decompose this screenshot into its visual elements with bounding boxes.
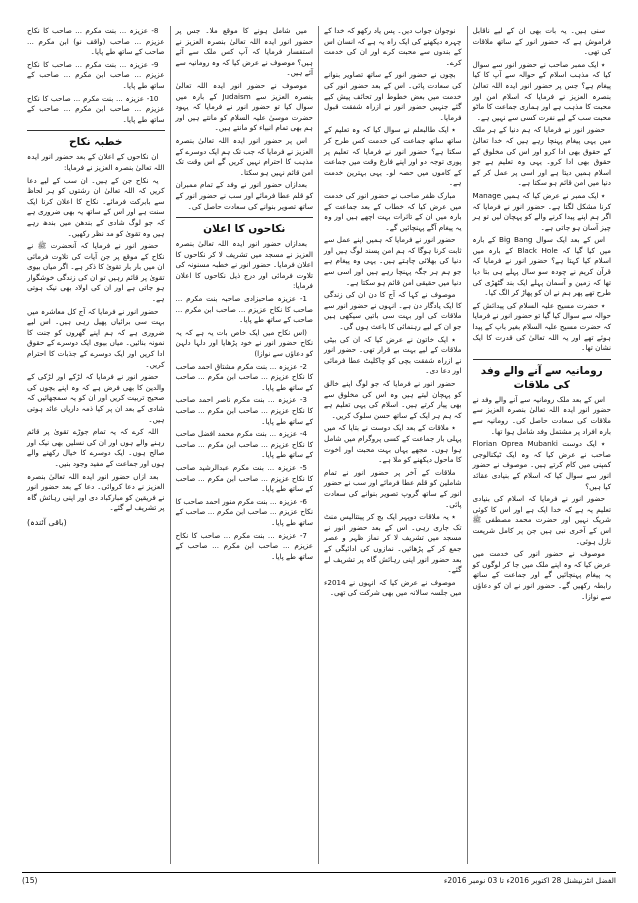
paragraph: موصوف نے کہا کہ آج کا دن ان کی زندگی کا ایک یادگار دن ہے۔ انہوں نے حضور انور سے ملاقات کی اور بہت سی باتیں سیکھی ہیں جو ان کے لیے رہنمائی کا باعث ہوں گی۔ [324,290,462,332]
paragraph: ٭ حضرت مسیح علیہ السلام کی پیدائش کے حوالہ سے سوال کیا گیا تو حضور انور نے فرمایا کہ حضرت مسیح علیہ السلام بغیر باپ کے پیدا ہوئے تھے اور یہ اللہ تعالیٰ کی قدرت کا ایک نشان تھا۔ [472,300,611,353]
paragraph: موصوف نے عرض کیا کہ انہوں نے 2014ء میں جلسہ سالانہ میں بھی شرکت کی تھی۔ [324,577,462,598]
paragraph: 4- عزیزہ ... بنت مکرم محمد افضل صاحب کا نکاح عزیزم ... صاحب ابن مکرم ... صاحب کے ساتھ طے پایا۔ [175,429,313,460]
article-column [171,26,320,864]
paragraph: ٭ ایک خاتون نے عرض کیا کہ ان کی بیٹی ملاقات کے لیے بہت بے قرار تھی۔ حضور انور نے ازراہ شفقت بچی کو چاکلیٹ عطا فرمائی اور دعا دی۔ [324,334,462,376]
paragraph: موصوف نے حضور انور ایدہ اللہ تعالیٰ بنصرہ العزیز سے Judaism کے بارہ میں سوال کیا تو حضور انور نے فرمایا کہ یہود حضرت موسیٰ علیہ السلام کو مانتے ہیں اور ہم بھی تمام انبیاء کو مانتے ہیں۔ [175,80,313,133]
section-heading: رومانیہ سے آنے والے وفد کی ملاقات [480,364,603,391]
section-divider [473,359,612,360]
paragraph: حضور انور نے فرمایا کہ آنحضرت ﷺ نے نکاح کے موقع پر جن آیات کی تلاوت فرمائی ان میں بار بار تقویٰ کا ذکر ہے۔ اگر میاں بیوی تقویٰ پر قائم رہیں تو ان کی زندگی خوشگوار ہو جاتی ہے اور ان کی اولاد بھی نیک ہوتی ہے۔ [27,241,165,304]
paragraph: 1- عزیزہ صاحبزادی صاحبہ بنت مکرم ... صاحب کا نکاح عزیزم ... صاحب ابن مکرم ... صاحب کے ساتھ طے پایا۔ [175,294,313,325]
paragraph: نوجوان جواب دیں۔ پس یاد رکھو کہ خدا کے چہرہ دیکھنے کی ایک راہ یہ ہے کہ انسان اس کے بندوں سے محبت کرے اور ان کی خدمت کرے۔ [324,26,462,67]
paragraph: ٭ ایک ممبر صاحب نے حضور انور سے سوال کیا کہ مذہب اسلام کے حوالہ سے آپ کا کیا پیغام ہے؟ جس پر حضور انور ایدہ اللہ تعالیٰ بنصرہ العزیز نے فرمایا کہ اسلام امن اور محبت کا مذہب ہے اور ہماری جماعت کا ماٹو محبت سب کے لیے نفرت کسی سے نہیں ہے۔ [472,59,611,122]
paragraph: بعدازاں حضور انور ایدہ اللہ تعالیٰ بنصرہ العزیز نے مسجد میں تشریف لا کر نکاحوں کا اعلان فرمایا۔ حضور انور نے خطبہ مسنونہ کی تلاوت فرمائی اور درج ذیل نکاحوں کا اعلان فرمایا: [175,239,313,291]
paragraph: بعدازاں حضور انور نے وفد کے تمام ممبران کو قلم عطا فرمائے اور سب نے حضور انور کے ساتھ تصویر بنوانے کی سعادت حاصل کی۔ [175,180,313,211]
paragraph: 8- عزیزہ ... بنت مکرم ... صاحب کا نکاح عزیزم ... صاحب (واقف نو) ابن مکرم ... صاحب کے ساتھ طے پایا۔ [27,26,165,57]
paragraph: حضور انور نے فرمایا کہ ہم دنیا کے ہر ملک میں یہی پیغام پہنچا رہے ہیں کہ خدا تعالیٰ کے حقوق بھی ادا کرو اور اس کی مخلوق کے حقوق بھی ادا کرو۔ یہی وہ تعلیم ہے جو اسلام ہمیں دیتا ہے اور اسی پر عمل کر کے دنیا میں امن قائم ہو سکتا ہے۔ [472,125,611,188]
paragraph: 3- عزیزہ ... بنت مکرم ناصر احمد صاحب کا نکاح عزیزم ... صاحب ابن مکرم ... صاحب کے ساتھ طے پایا۔ [175,395,313,426]
paragraph: ملاقات کے آخر پر حضور انور نے تمام شاملین کو قلم عطا فرمائے اور سب نے حضور انور کے ساتھ گروپ تصویر بنوانے کی سعادت پائی۔ [324,467,462,509]
paragraph: اس پر حضور انور ایدہ اللہ تعالیٰ بنصرہ العزیز نے فرمایا کہ جب تک ہم ایک دوسرے کے مذہب کا احترام نہیں کریں گے اس وقت تک امن قائم نہیں ہو سکتا۔ [175,135,313,177]
continued-note: (باقی آئندہ) [27,517,67,527]
paragraph: موصوف نے حضور انور کی خدمت میں عرض کیا کہ وہ اپنے ملک میں جا کر لوگوں کو یہ پیغام پہنچائیں گے اور جماعت کے ساتھ رابطہ رکھیں گے۔ حضور انور نے ان کو دعاؤں سے نوازا۔ [472,549,611,601]
paragraph: سنی ہیں۔ یہ بات بھی ان کے لیے ناقابل فراموش ہے کہ حضور انور کے ساتھ ملاقات کی تھی۔ [472,26,611,57]
paragraph: 2- عزیزہ ... بنت مکرم مشتاق احمد صاحب کا نکاح عزیزم ... صاحب ابن مکرم ... صاحب کے ساتھ طے پایا۔ [175,361,313,392]
paragraph: حضور انور نے فرمایا کہ اسلام کی بنیادی تعلیم یہ ہے کہ خدا ایک ہے اور اس کا کوئی شریک نہیں اور حضرت محمد مصطفی ﷺ اس کے آخری نبی ہیں جن پر کامل شریعت نازل ہوئی۔ [472,494,611,546]
section-divider [27,130,165,131]
section-heading: خطبہ نکاح [69,136,123,149]
article-column [319,26,468,864]
paragraph: حضور انور نے فرمایا کہ جو لوگ اپنے خالق کو پہچان لیتے ہیں وہ اس کی مخلوق سے بھی پیار کرتے ہیں۔ اسلام کی یہی تعلیم ہے کہ ہم ہر ایک کے ساتھ حسن سلوک کریں۔ [324,379,462,420]
paragraph: میں شامل ہونے کا موقع ملا۔ جس پر حضور انور ایدہ اللہ تعالیٰ بنصرہ العزیز نے استفسار فرمایا کہ آپ کس ملک سے آئے ہیں؟ موصوف نے عرض کیا کہ وہ رومانیہ سے آئے ہیں۔ [175,26,313,78]
section-divider [176,217,314,218]
paragraph: 10- عزیزہ ... بنت مکرم ... صاحب کا نکاح عزیزم ... صاحب ابن مکرم ... صاحب کے ساتھ طے پایا۔ [27,93,165,124]
paragraph: ٭ ملاقات کے بعد ایک دوست نے بتایا کہ میں پہلی بار جماعت کے کسی پروگرام میں شامل ہوا ہوں۔ مجھے یہاں بہت محبت اور اخوت کا ماحول دیکھنے کو ملا ہے۔ [324,423,462,465]
newspaper-page [22,26,616,864]
article-columns [22,26,616,864]
paragraph: ٭ ایک دوست Florian Oprea Mubanki صاحب نے عرض کیا کہ وہ ایک ٹیکنالوجی کمپنی میں کام کرتے ہیں۔ موصوف نے حضور انور سے سوال کیا کہ اسلام کے بنیادی عقائد کیا ہیں؟ [472,439,611,491]
page-number: (15) [22,876,38,885]
paragraph: حضور انور نے فرمایا کہ لڑکے اور لڑکی کے والدین کا بھی فرض ہے کہ وہ اپنے بچوں کی صحیح تربیت کریں اور ان کو یہ سمجھائیں کہ شادی کے بعد ان پر کیا ذمہ داریاں عائد ہوتی ہیں۔ [27,372,165,424]
paragraph: یہ نکاح جن کے ہیں۔ ان سب کے لیے دعا کریں کہ اللہ تعالیٰ ان رشتوں کو ہر لحاظ سے بابرکت فرمائے۔ نکاح کا اعلان کرنا ایک سنت ہے اور اس کے ساتھ یہ بھی ضروری ہے کہ جو لوگ شادی کے بندھن میں بندھ رہے ہیں وہ تقویٰ کو مد نظر رکھیں۔ [27,175,165,238]
publication-line: الفضل انٹرنیشنل 28 اکتوبر 2016ء تا 03 نومبر 2016ء [443,876,616,885]
article-column [468,26,617,864]
paragraph: 7- عزیزہ ... بنت مکرم ... صاحب کا نکاح عزیزم ... صاحب ابن مکرم ... صاحب کے ساتھ طے پایا۔ [175,530,313,561]
paragraph: اس کے بعد ملک رومانیہ سے آنے والے وفد نے حضور انور ایدہ اللہ تعالیٰ بنصرہ العزیز سے ملاقات کی سعادت حاصل کی۔ رومانیہ سے بارہ افراد پر مشتمل وفد شامل ہوا تھا۔ [472,394,611,436]
paragraph: 5- عزیزہ ... بنت مکرم عبدالرشید صاحب کا نکاح عزیزم ... صاحب ابن مکرم ... صاحب کے ساتھ طے پایا۔ [175,462,313,494]
paragraph: حضور انور نے فرمایا کہ ہمیں اپنے عمل سے ثابت کرنا ہوگا کہ ہم امن پسند لوگ ہیں اور دنیا کی بھلائی چاہتے ہیں۔ یہی وہ پیغام ہے جو ہم ہر جگہ پہنچا رہے ہیں اور اسی سے دنیا میں حقیقی امن قائم ہو سکتا ہے۔ [324,235,462,287]
paragraph: حضور انور نے فرمایا کہ آج کل معاشرہ میں بہت سی برائیاں پھیل رہی ہیں۔ اس لیے ضروری ہے کہ ہم اپنے گھروں کو جنت کا نمونہ بنائیں۔ میاں بیوی ایک دوسرے کے حقوق ادا کریں اور ایک دوسرے کے جذبات کا احترام کریں۔ [27,306,165,369]
paragraph: اس کے بعد ایک سوال Big Bang کے بارہ میں کیا گیا کہ Black Hole کے بارہ میں اسلام کیا کہتا ہے؟ حضور انور نے فرمایا کہ قرآن کریم نے چودہ سو سال پہلے ہی بتا دیا تھا کہ زمین و آسمان پہلے ایک بند گٹھڑی کی طرح تھے پھر ہم نے ان کو پھاڑ کر الگ کیا۔ [472,235,612,298]
paragraph: مبارک ظفر صاحب نے حضور انور کی خدمت میں عرض کیا کہ خطاب کے بعد جماعت کے بارہ میں ان کے تاثرات بہت اچھے ہیں اور وہ یہ پیغام آگے پہنچائیں گے۔ [324,190,462,232]
paragraph: ان نکاحوں کے اعلان کے بعد حضور انور ایدہ اللہ تعالیٰ بنصرہ العزیز نے فرمایا: [27,152,165,172]
paragraph: 9- عزیزہ ... بنت مکرم ... صاحب کا نکاح عزیزم ... صاحب ابن مکرم ... صاحب کے ساتھ طے پایا۔ [27,59,165,90]
paragraph: بعد ازاں حضور انور ایدہ اللہ تعالیٰ بنصرہ العزیز نے دعا کروائی۔ دعا کے بعد حضور انور نے فریقین کو مبارکباد دی اور اپنی رہائش گاہ پر تشریف لے گئے۔ [27,471,165,513]
section-heading: نکاحوں کا اعلان [203,223,286,236]
paragraph: ٭ ایک طالبعلم نے سوال کیا کہ وہ تعلیم کے ساتھ ساتھ جماعت کی خدمت کس طرح کر سکتا ہے؟ حضور انور نے فرمایا کہ تعلیم پر پوری توجہ دو اور اپنے فارغ وقت میں جماعت کے کاموں میں حصہ لو۔ یہی بہترین خدمت ہے۔ [324,125,462,188]
paragraph: بچوں نے حضور انور کے ساتھ تصاویر بنوانے کی سعادت پائی۔ اس کے بعد حضور انور کی خدمت میں بعض خطوط اور تحائف پیش کیے گئے جنہیں حضور انور نے ازراہ شفقت قبول فرمایا۔ [324,70,462,122]
article-column [22,26,171,864]
paragraph: ٭ ایک ممبر نے عرض کیا کہ ہمیں Manage کرنا مشکل لگتا ہے۔ حضور انور نے فرمایا کہ اگر ہم اپنے پیدا کرنے والے کو پہچان لیں تو ہر چیز آسان ہو جاتی ہے۔ [472,190,611,232]
page-footer [22,872,616,887]
paragraph: ٭ یہ ملاقات دوپہر ایک بج کر پینتالیس منٹ تک جاری رہی۔ اس کے بعد حضور انور نے مسجد میں تشریف لا کر نماز ظہر و عصر جمع کر کے پڑھائیں۔ نمازوں کی ادائیگی کے بعد حضور انور اپنی رہائش گاہ پر تشریف لے گئے۔ [324,512,462,575]
paragraph: 6- عزیزہ ... بنت مکرم منور احمد صاحب کا نکاح عزیزم ... صاحب ابن مکرم ... صاحب کے ساتھ طے پایا۔ [175,496,313,527]
paragraph: اللہ کرے کہ یہ تمام جوڑے تقویٰ پر قائم رہنے والے ہوں اور ان کی نسلیں بھی نیک اور صالح ہوں۔ ایک دوسرے کا خیال رکھنے والے ہوں اور جماعت کے مفید وجود بنیں۔ [27,427,165,468]
paragraph: (اس نکاح میں ایک خاص بات یہ ہے کہ یہ نکاح حضور انور نے خود پڑھایا اور دلہا دلہن کو دعاؤں سے نوازا) [175,327,313,359]
